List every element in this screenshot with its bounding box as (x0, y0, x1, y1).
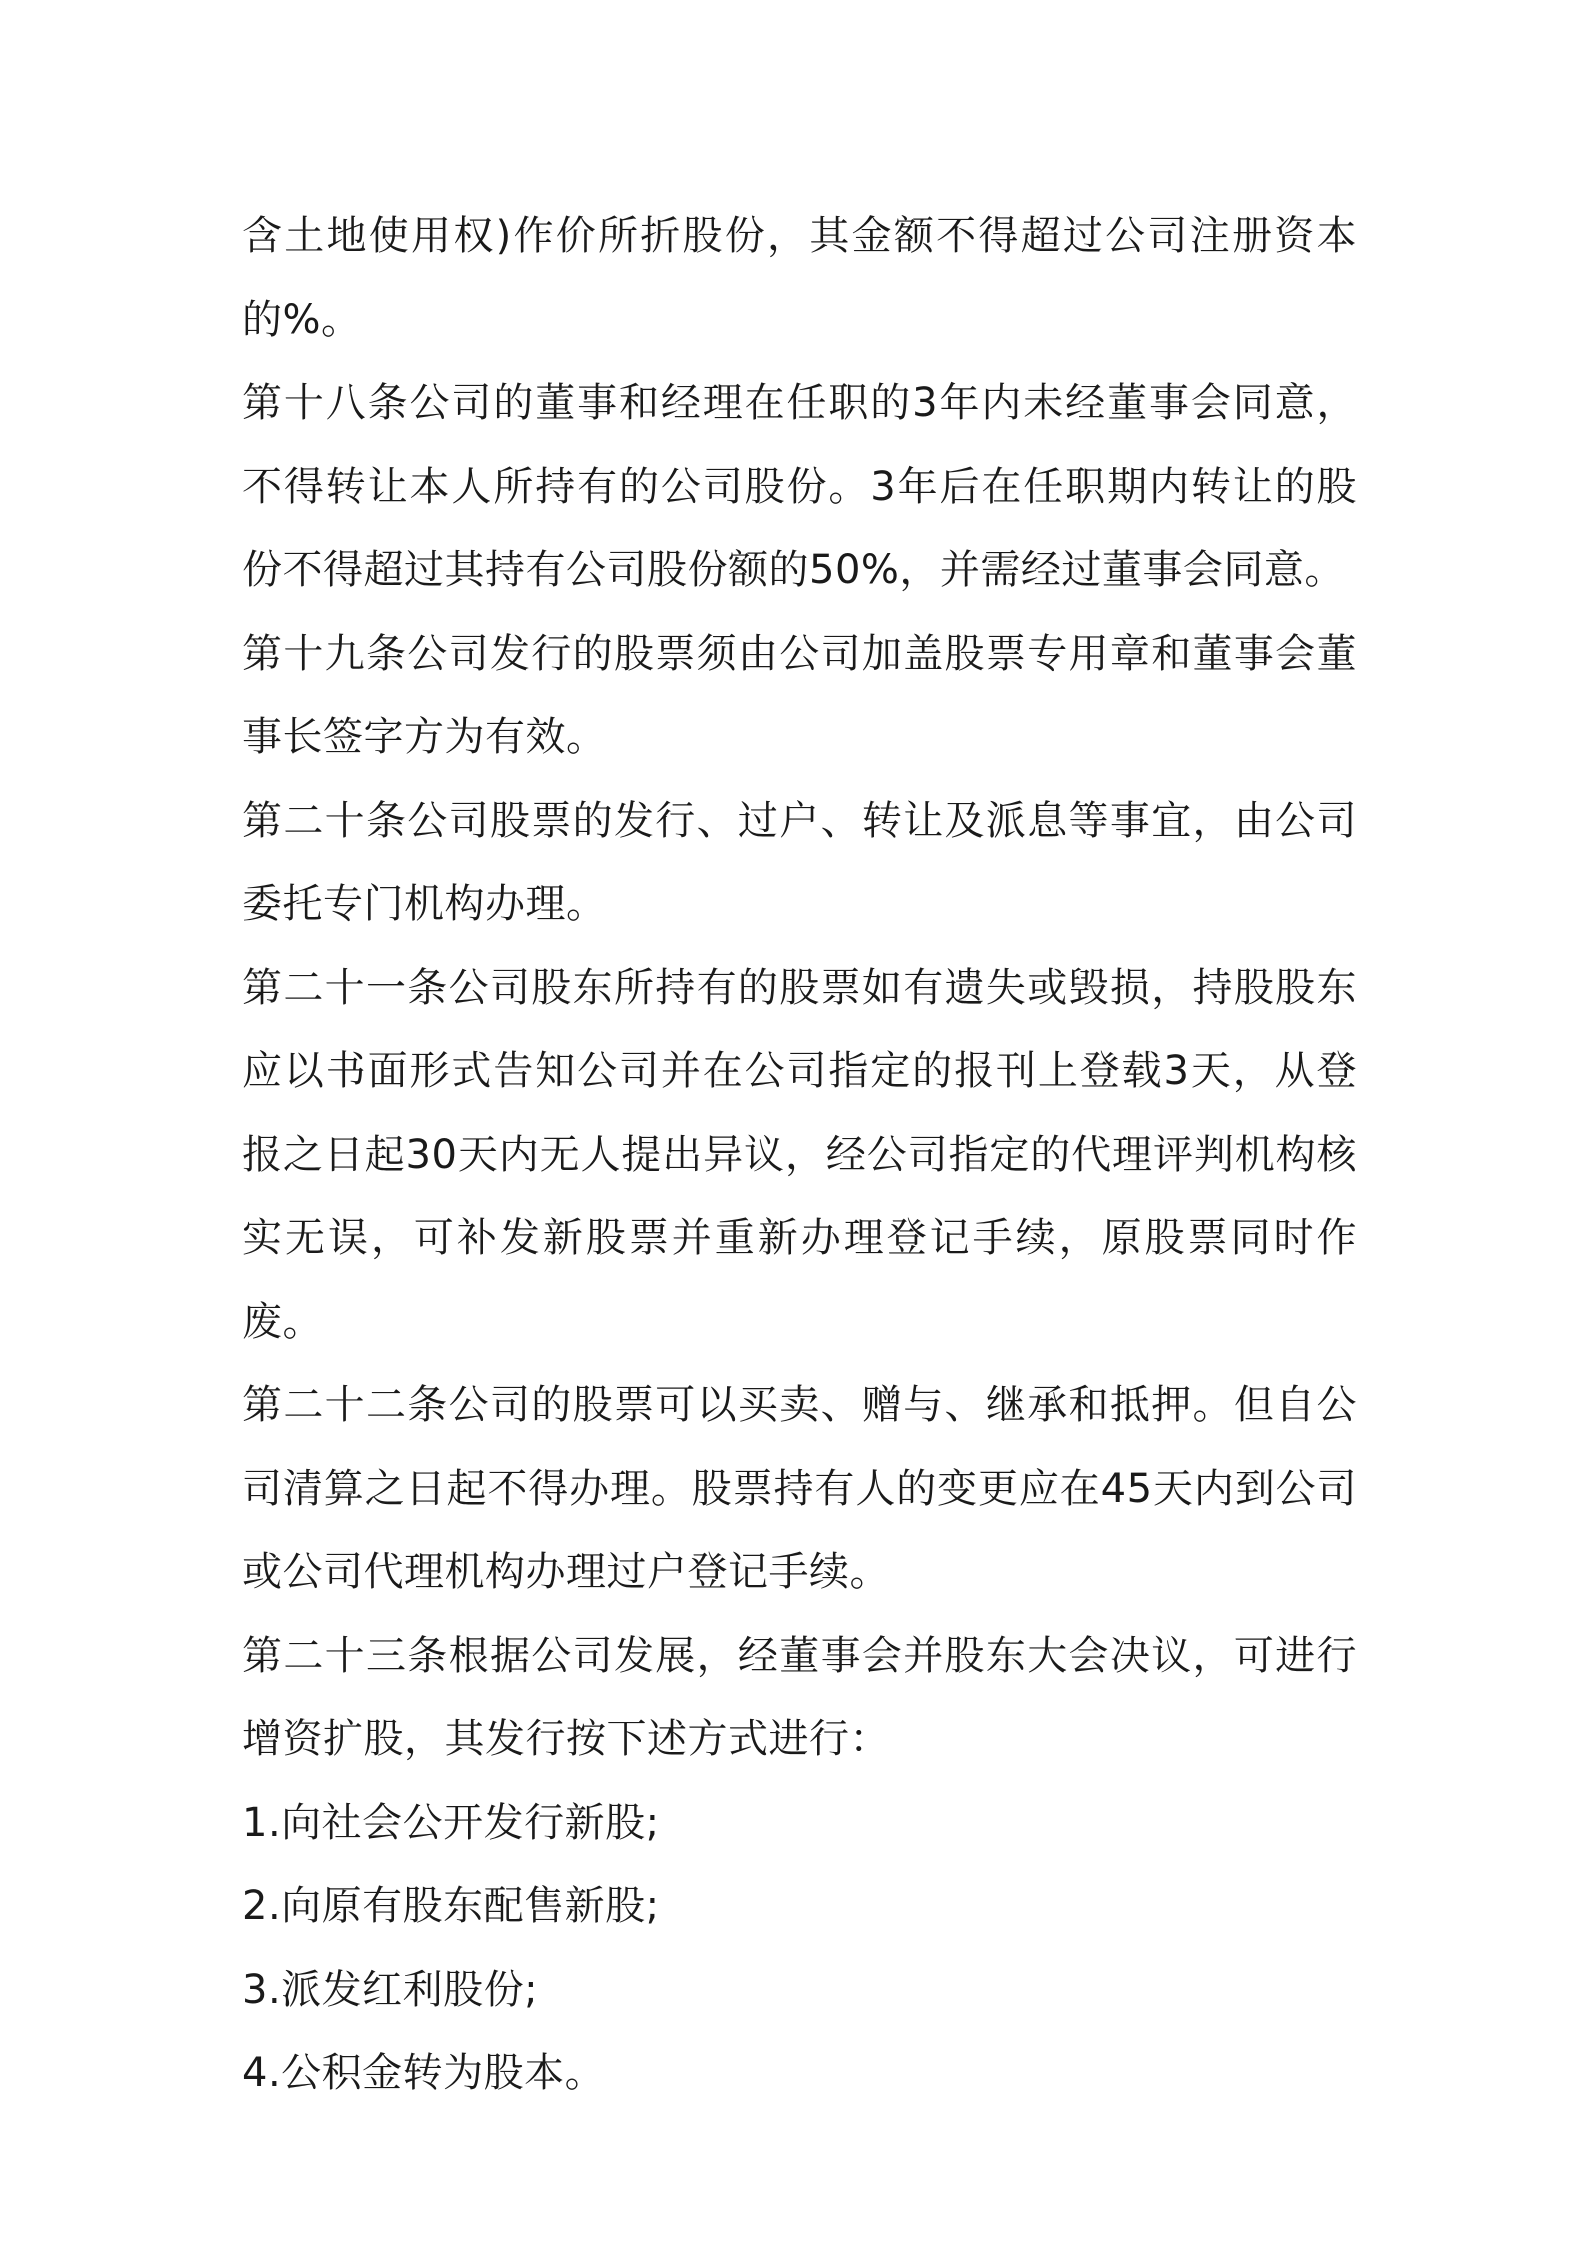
list-item-4: 4.公积金转为股本。 (242, 2050, 606, 2096)
paragraph-article-21: 第二十一条公司股东所持有的股票如有遗失或毁损，持股股东应以书面形式告知公司并在公司指定的报刊上登载3天，从登报之日起30天内无人提出异议，经公司指定的代理评判机构核实无误，可补发新股票并重新办理登记手续，原股票同时作废。 (242, 964, 1357, 1345)
paragraph-article-20: 第二十条公司股票的发行、过户、转让及派息等事宜，由公司委托专门机构办理。 (242, 797, 1357, 927)
paragraph-article-18: 第十八条公司的董事和经理在任职的3年内未经董事会同意，不得转让本人所持有的公司股份。3年后在任职期内转让的股份不得超过其持有公司股份额的50%，并需经过董事会同意。 (242, 380, 1357, 593)
list-item-2: 2.向原有股东配售新股; (242, 1883, 660, 1929)
paragraph-article-22: 第二十二条公司的股票可以买卖、赠与、继承和抵押。但自公司清算之日起不得办理。股票持有人的变更应在45天内到公司或公司代理机构办理过户登记手续。 (242, 1382, 1357, 1595)
paragraph-article-23: 第二十三条根据公司发展，经董事会并股东大会决议，可进行增资扩股，其发行按下述方式进行： (242, 1632, 1357, 1762)
paragraph-article-19: 第十九条公司发行的股票须由公司加盖股票专用章和董事会董事长签字方为有效。 (242, 630, 1357, 760)
document-page (242, 195, 1357, 2116)
paragraph-continuation: 含土地使用权)作价所折股份，其金额不得超过公司注册资本的%。 (242, 213, 1357, 343)
list-item-3: 3.派发红利股份; (242, 1966, 539, 2013)
list-item-1: 1.向社会公开发行新股; (242, 1799, 660, 1846)
